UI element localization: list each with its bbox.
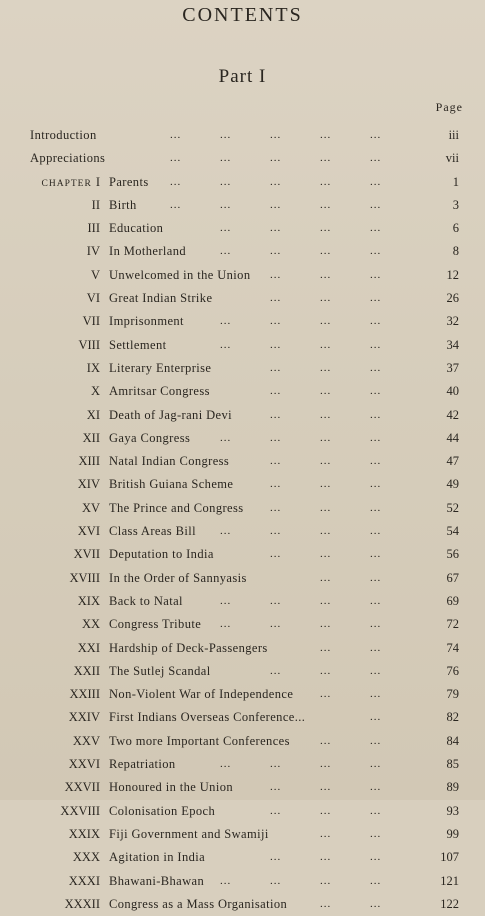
page-number: 6: [452, 221, 459, 236]
page-number: 107: [440, 850, 459, 865]
toc-entry: XXV Two more Important Conferences ... ... 84: [0, 730, 485, 753]
toc-entry: XXXII Congress as a Mass Organisation ... ... 122: [0, 893, 485, 916]
page-number: iii: [448, 128, 459, 142]
chapter-number: XXV: [72, 733, 100, 748]
chapter-number: XXII: [73, 663, 100, 678]
page-number: 34: [446, 337, 459, 352]
toc-entry: XVIII In the Order of Sannyasis ... ... 67: [0, 567, 485, 590]
page-number: 74: [446, 640, 459, 655]
chapter-title: In Motherland: [109, 244, 187, 259]
page-number: 37: [446, 360, 459, 375]
chapter-title: Settlement: [109, 337, 167, 352]
chapter-number: XIII: [78, 454, 100, 469]
toc-entry: VII Imprisonment ... ... ... ... 32: [0, 310, 485, 333]
chapter-title: Hardship of Deck-Passengers: [109, 640, 268, 655]
chapter-title: Agitation in India: [109, 850, 206, 865]
chapter-number: XXVIII: [60, 803, 100, 818]
chapter-title: Congress as a Mass Organisation: [109, 896, 288, 911]
chapter-number: VIII: [78, 337, 100, 352]
page-number: 54: [446, 524, 459, 539]
page-number: 67: [446, 570, 459, 585]
page-title: CONTENTS: [182, 4, 303, 26]
page-number: 1: [452, 174, 459, 189]
chapter-title: Death of Jag-rani Devi: [109, 407, 232, 422]
chapter-number: XXVI: [68, 757, 100, 772]
toc-entry: III Education ... ... ... ... 6: [0, 217, 485, 240]
chapter-number: XXIX: [68, 826, 100, 841]
toc-entry: XXXI Bhawani-Bhawan ... ... ... ... 121: [0, 870, 485, 893]
page-number: 72: [446, 617, 459, 632]
chapter-title: Repatriation: [109, 757, 176, 772]
chapter-title: British Guiana Scheme: [109, 477, 234, 492]
chapter-number: XX: [81, 617, 100, 632]
page-number: 52: [446, 500, 459, 515]
toc-entry: XXX Agitation in India ... ... ... 107: [0, 846, 485, 869]
toc-entry: XX Congress Tribute ... ... ... ... 72: [0, 613, 485, 636]
toc-entry: XXIV First Indians Overseas Conference... ... 82: [0, 706, 485, 729]
chapter-title: Great Indian Strike: [109, 291, 213, 306]
page-number: 69: [446, 593, 459, 608]
chapter-title: Non-Violent War of Independence: [109, 687, 294, 702]
page-number: vii: [445, 151, 459, 166]
chapter-title: Introduction: [30, 128, 97, 142]
contents-list: [0, 124, 485, 916]
page-number: 122: [440, 896, 459, 911]
chapter-number: XXIV: [68, 710, 100, 725]
page-number: 26: [446, 291, 459, 306]
page-number: 40: [446, 384, 459, 399]
toc-entry: XXII The Sutlej Scandal ... ... ... 76: [0, 660, 485, 683]
page-number: 12: [446, 267, 459, 282]
chapter-number: XIX: [77, 593, 100, 608]
page-number: 82: [446, 710, 459, 725]
chapter-number: XXI: [77, 640, 100, 655]
toc-entry: XIII Natal Indian Congress ... ... ... 47: [0, 450, 485, 473]
chapter-label: CHAPTER: [41, 178, 92, 189]
toc-entry: Introduction ... ... ... ... ... iii: [0, 124, 485, 147]
chapter-number: XV: [81, 500, 100, 515]
toc-entry: XXIII Non-Violent War of Independence ... ... 79: [0, 683, 485, 706]
toc-entry: XXVI Repatriation ... ... ... ... 85: [0, 753, 485, 776]
chapter-title: Birth: [109, 197, 137, 212]
chapter-title: Parents: [109, 174, 149, 189]
toc-entry: II Birth ... ... ... ... ... 3: [0, 194, 485, 217]
toc-entry: XIV British Guiana Scheme ... ... ... 49: [0, 473, 485, 496]
chapter-title: Fiji Government and Swamiji: [109, 826, 269, 841]
chapter-title: Congress Tribute: [109, 617, 202, 632]
chapter-number: XVII: [73, 547, 100, 562]
page-number: 84: [446, 733, 459, 748]
chapter-title: Back to Natal: [109, 593, 183, 608]
chapter-number: X: [90, 384, 100, 399]
page-number: 89: [446, 780, 459, 795]
toc-entry: XVI Class Areas Bill ... ... ... ... 54: [0, 520, 485, 543]
chapter-title: Class Areas Bill: [109, 524, 196, 539]
chapter-number: VI: [86, 291, 100, 306]
chapter-title: Literary Enterprise: [109, 360, 212, 375]
chapter-number: XXXII: [64, 896, 100, 911]
page-number: 3: [452, 197, 459, 212]
chapter-number: XVI: [77, 524, 100, 539]
page-number: 47: [446, 454, 459, 469]
chapter-number: XIV: [77, 477, 100, 492]
chapter-title: Deputation to India: [109, 547, 214, 562]
toc-entry: XXI Hardship of Deck-Passengers ... ... 74: [0, 637, 485, 660]
page-number: 44: [446, 430, 459, 445]
page-column-label: Page: [435, 100, 463, 114]
page-number: 8: [452, 244, 459, 259]
chapter-number: XII: [82, 430, 100, 445]
toc-entry: CHAPTER I Parents ... ... ... ... ... 1: [0, 171, 485, 194]
toc-entry: V Unwelcomed in the Union ... ... ... 12: [0, 264, 485, 287]
chapter-number: XXIII: [69, 687, 100, 702]
toc-entry: VIII Settlement ... ... ... ... 34: [0, 334, 485, 357]
toc-entry: VI Great Indian Strike ... ... ... 26: [0, 287, 485, 310]
page-number: 121: [440, 873, 459, 888]
chapter-title: The Sutlej Scandal: [109, 663, 211, 678]
chapter-title: Honoured in the Union: [109, 780, 234, 795]
chapter-title: In the Order of Sannyasis: [109, 570, 247, 585]
toc-entry: XIX Back to Natal ... ... ... ... 69: [0, 590, 485, 613]
chapter-title: Natal Indian Congress: [109, 454, 230, 469]
toc-entry: XXVIII Colonisation Epoch ... ... ... 93: [0, 800, 485, 823]
toc-entry: Appreciations ... ... ... ... ... vii: [0, 147, 485, 170]
chapter-number: XXVII: [64, 780, 100, 795]
chapter-number: VII: [82, 314, 100, 329]
page-number: 56: [446, 547, 459, 562]
chapter-number: CHAPTER I: [41, 174, 100, 189]
chapter-title: Appreciations: [30, 151, 106, 166]
toc-entry: XXVII Honoured in the Union ... ... ... 89: [0, 776, 485, 799]
chapter-title: Imprisonment: [109, 314, 184, 329]
page-number: 79: [446, 687, 459, 702]
chapter-number: III: [87, 221, 100, 236]
chapter-title: Unwelcomed in the Union: [109, 267, 251, 282]
toc-entry: XII Gaya Congress ... ... ... ... 44: [0, 427, 485, 450]
chapter-number: XXXI: [68, 873, 100, 888]
chapter-title: Education: [109, 221, 164, 236]
chapter-title: Gaya Congress: [109, 430, 191, 445]
part-heading: Part I: [218, 66, 267, 87]
toc-entry: XV The Prince and Congress ... ... ... 52: [0, 497, 485, 520]
chapter-number: XVIII: [69, 570, 100, 585]
toc-entry: XXIX Fiji Government and Swamiji ... ... 99: [0, 823, 485, 846]
chapter-number: V: [90, 267, 100, 282]
chapter-title: Colonisation Epoch: [109, 803, 216, 818]
page-number: 42: [446, 407, 459, 422]
chapter-number: IX: [86, 360, 100, 375]
toc-entry: IX Literary Enterprise ... ... ... 37: [0, 357, 485, 380]
page-number: 93: [446, 803, 459, 818]
chapter-title: First Indians Overseas Conference...: [109, 710, 306, 725]
toc-entry: XVII Deputation to India ... ... ... 56: [0, 543, 485, 566]
chapter-title: The Prince and Congress: [109, 500, 244, 515]
chapter-title: Amritsar Congress: [109, 384, 210, 399]
chapter-number: II: [91, 197, 100, 212]
chapter-number: XI: [86, 407, 100, 422]
page-number: 85: [446, 757, 459, 772]
chapter-number: XXX: [72, 850, 100, 865]
page-number: 49: [446, 477, 459, 492]
chapter-title: Two more Important Conferences: [109, 733, 290, 748]
chapter-title: Bhawani-Bhawan: [109, 873, 205, 888]
page-number: 99: [446, 826, 459, 841]
page-number: 32: [446, 314, 459, 329]
toc-entry: X Amritsar Congress ... ... ... 40: [0, 380, 485, 403]
chapter-number: IV: [86, 244, 100, 259]
toc-entry: IV In Motherland ... ... ... ... 8: [0, 240, 485, 263]
page-number: 76: [446, 663, 459, 678]
toc-entry: XI Death of Jag-rani Devi ... ... ... 42: [0, 404, 485, 427]
